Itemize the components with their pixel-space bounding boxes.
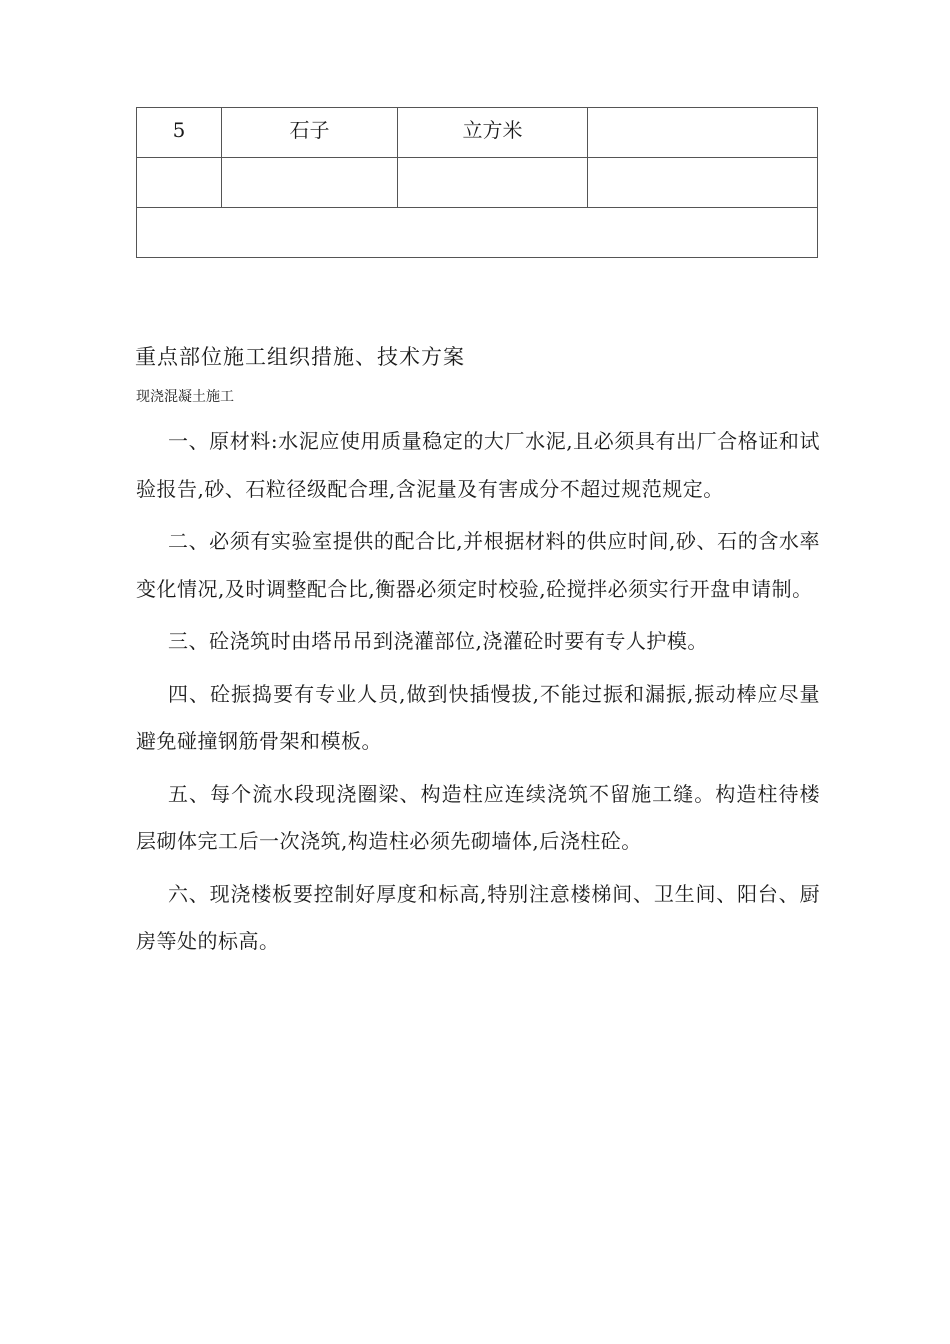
table-cell-unit: 立方米 xyxy=(398,108,588,158)
materials-table xyxy=(136,107,818,258)
section-subtitle: 现浇混凝土施工 xyxy=(136,389,234,405)
table-cell-material: 石子 xyxy=(222,108,398,158)
table-cell-quantity xyxy=(588,158,818,208)
table-footer-cell xyxy=(137,208,818,258)
section-title: 重点部位施工组织措施、技术方案 xyxy=(135,345,465,369)
table-cell-quantity xyxy=(588,108,818,158)
paragraph-vibration: 四、砼振捣要有专业人员,做到快插慢拔,不能过振和漏振,振动棒应尽量避免碰撞钢筋骨架和模板。 xyxy=(136,681,820,753)
paragraph-raw-materials: 一、原材料:水泥应使用质量稳定的大厂水泥,且必须具有出厂合格证和试验报告,砂、石粒径级配合理,含泥量及有害成分不超过规范规定。 xyxy=(136,429,820,501)
paragraph-mix-ratio: 二、必须有实验室提供的配合比,并根据材料的供应时间,砂、石的含水率变化情况,及时调整配合比,衡器必须定时校验,砼搅拌必须实行开盘申请制。 xyxy=(136,529,820,601)
body-text xyxy=(136,418,820,971)
table-row xyxy=(137,158,818,208)
paragraph-pouring: 三、砼浇筑时由塔吊吊到浇灌部位,浇灌砼时要有专人护模。 xyxy=(168,629,708,653)
table-cell-index xyxy=(137,158,222,208)
paragraph-ring-beams: 五、每个流水段现浇圈梁、构造柱应连续浇筑不留施工缝。构造柱待楼层砌体完工后一次浇筑,构造柱必须先砌墙体,后浇柱砼。 xyxy=(136,781,820,853)
table-row xyxy=(137,108,818,158)
table-cell-index: 5 xyxy=(137,108,222,158)
table-cell-unit xyxy=(398,158,588,208)
table-cell-material xyxy=(222,158,398,208)
paragraph-floor-slabs: 六、现浇楼板要控制好厚度和标高,特别注意楼梯间、卫生间、阳台、厨房等处的标高。 xyxy=(136,881,820,953)
table-row xyxy=(137,208,818,258)
